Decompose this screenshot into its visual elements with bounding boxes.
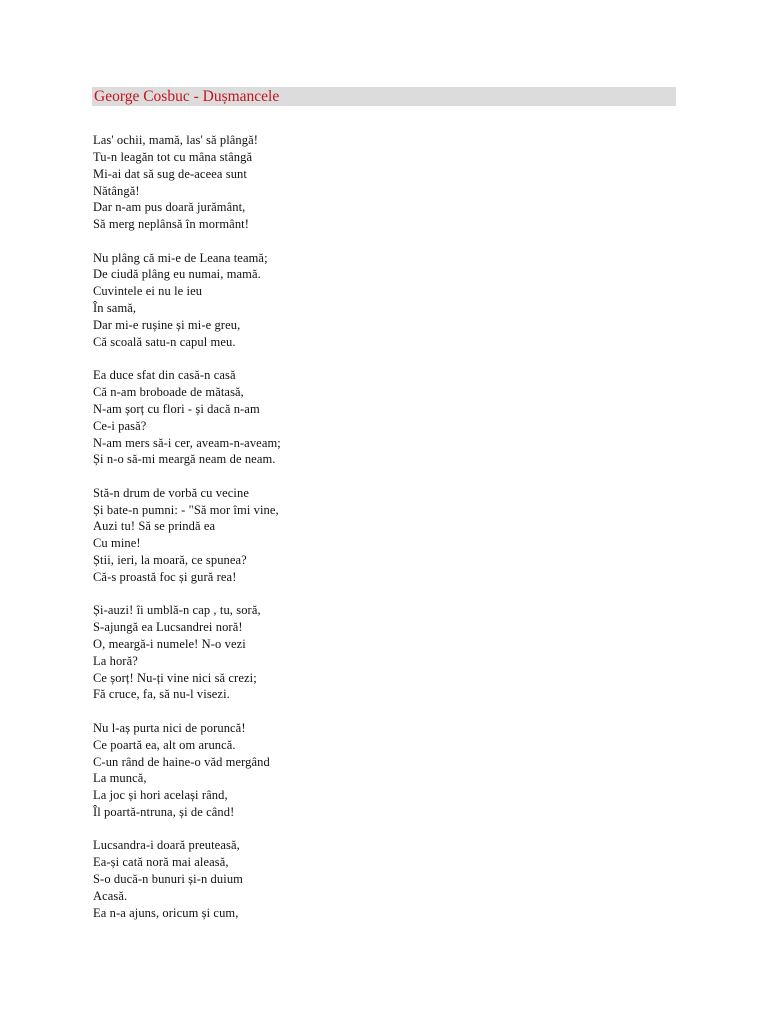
poem-line: N-am șorț cu flori - și dacă n-am: [93, 401, 260, 416]
poem-line: Și bate-n pumni: - "Să mor îmi vine,: [93, 502, 279, 517]
stanza-4: [93, 485, 673, 586]
stanza-2: [93, 250, 673, 351]
poem-line: Că n-am broboade de mătasă,: [93, 384, 244, 399]
stanza-1: [93, 132, 673, 233]
poem-line: Ce-i pasă?: [93, 418, 147, 433]
poem-line: Și n-o să-mi meargă neam de neam.: [93, 452, 276, 467]
stanza-3: [93, 367, 673, 468]
poem-line: La horă?: [93, 653, 138, 668]
poem-line: Tu-n leagăn tot cu mâna stângă: [93, 149, 253, 164]
poem-line: Dar n-am pus doară jurământ,: [93, 200, 246, 215]
poem-line: Cu mine!: [93, 536, 141, 551]
poem-line: La joc și hori același rând,: [93, 788, 228, 803]
poem-line: Fă cruce, fa, să nu-l visezi.: [93, 687, 230, 702]
poem-line: Că-s proastă foc și gură rea!: [93, 569, 237, 584]
poem-line: Că scoală satu-n capul meu.: [93, 334, 236, 349]
poem-line: Nu plâng că mi-e de Leana teamă;: [93, 250, 268, 265]
poem-line: De ciudă plâng eu numai, mamă.: [93, 267, 261, 282]
poem-line: Acasă.: [93, 888, 128, 903]
poem-line: Auzi tu! Să se prindă ea: [93, 519, 216, 534]
poem-line: Mi-ai dat să sug de-aceea sunt: [93, 166, 247, 181]
title-bar: [92, 87, 676, 106]
poem-line: Ce poartă ea, alt om aruncă.: [93, 737, 236, 752]
poem-line: Și-auzi! îi umblă-n cap , tu, soră,: [93, 603, 261, 618]
poem-line: O, meargă-i numele! N-o vezi: [93, 636, 246, 651]
poem-line: Ea duce sfat din casă-n casă: [93, 368, 236, 383]
poem-line: În samă,: [93, 301, 137, 316]
poem-line: N-am mers să-i cer, aveam-n-aveam;: [93, 435, 281, 450]
document-title: George Cosbuc - Dușmancele: [94, 88, 280, 105]
poem-line: La muncă,: [93, 771, 147, 786]
poem-line: Stă-n drum de vorbă cu vecine: [93, 485, 249, 500]
poem-line: Nătângă!: [93, 183, 140, 198]
stanza-6: [93, 720, 673, 821]
poem-line: Lucsandra-i doară preuteasă,: [93, 838, 240, 853]
poem-line: Dar mi-e rușine și mi-e greu,: [93, 317, 241, 332]
poem-line: Să merg neplânsă în mormânt!: [93, 217, 250, 232]
poem-line: Las' ochii, mamă, las' să plângă!: [93, 133, 259, 147]
poem-line: Ce șorț! Nu-ți vine nici să crezi;: [93, 670, 257, 685]
poem-line: S-o ducă-n bunuri și-n duium: [93, 872, 244, 887]
poem-line: Știi, ieri, la moară, ce spunea?: [93, 553, 247, 568]
poem-line: Ea-și cată noră mai aleasă,: [93, 855, 229, 870]
poem-line: Nu l-aș purta nici de poruncă!: [93, 720, 246, 735]
stanza-7: [93, 837, 673, 921]
poem-line: Îl poartă-ntruna, și de când!: [93, 805, 235, 820]
poem-line: C-un rând de haine-o văd mergând: [93, 754, 270, 769]
poem-body: [93, 132, 673, 938]
stanza-5: [93, 602, 673, 703]
poem-line: S-ajungă ea Lucsandrei noră!: [93, 620, 243, 635]
poem-line: Ea n-a ajuns, oricum și cum,: [93, 905, 239, 920]
poem-line: Cuvintele ei nu le ieu: [93, 284, 203, 299]
